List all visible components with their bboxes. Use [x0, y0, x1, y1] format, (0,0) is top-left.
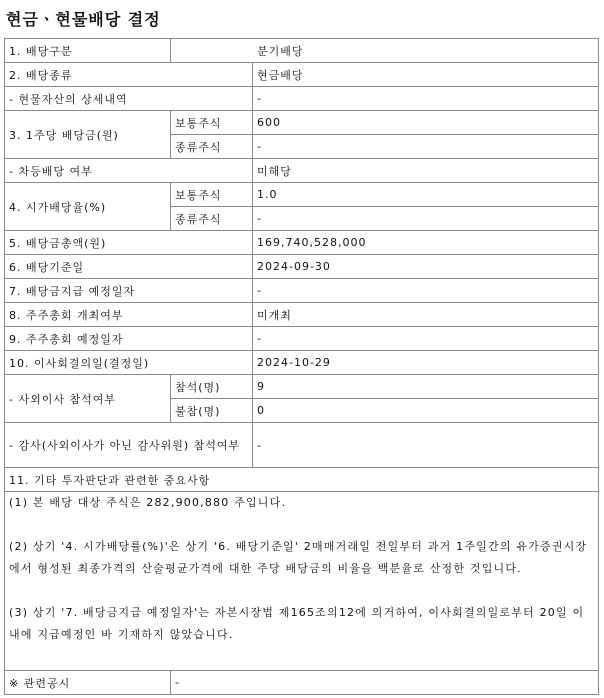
dividend-table: [4, 38, 599, 695]
row-value: -: [253, 135, 599, 159]
row-value: 2024-10-29: [253, 351, 599, 375]
row-label: 2. 배당종류: [5, 63, 253, 87]
related-disclosure-value: -: [171, 671, 599, 695]
sub-label: 종류주식: [171, 207, 253, 231]
table-row: [5, 111, 599, 135]
page-title: 현금ㆍ현물배당 결정: [6, 10, 161, 29]
row-value: 9: [253, 375, 599, 399]
row-label: 9. 주주총회 예정일자: [5, 327, 253, 351]
row-label: 6. 배당기준일: [5, 255, 253, 279]
table-row: [5, 159, 599, 183]
table-row: [5, 671, 599, 695]
row-label: - 현물자산의 상세내역: [5, 87, 253, 111]
row-value: -: [253, 87, 599, 111]
row-label: 8. 주주총회 개최여부: [5, 303, 253, 327]
table-row: [5, 231, 599, 255]
table-row: [5, 39, 599, 63]
row-value: -: [253, 327, 599, 351]
table-row: [5, 351, 599, 375]
table-row: [5, 303, 599, 327]
table-row: [5, 87, 599, 111]
table-row: [5, 327, 599, 351]
sub-label: 참석(명): [171, 375, 253, 399]
row-label: 5. 배당금총액(원): [5, 231, 253, 255]
row-label: - 감사(사외이사가 아닌 감사위원) 참석여부: [5, 423, 253, 468]
note-1: (1) 본 배당 대상 주식은 282,900,880 주입니다.: [9, 496, 287, 509]
row-label: - 사외이사 참석여부: [5, 375, 171, 423]
row-value: 0: [253, 399, 599, 423]
table-row: [5, 183, 599, 207]
row-value: 2024-09-30: [253, 255, 599, 279]
table-row: [5, 423, 599, 468]
row-value: -: [253, 279, 599, 303]
row-value: 미해당: [253, 159, 599, 183]
row-label: 4. 시가배당율(%): [5, 183, 171, 231]
table-row: [5, 279, 599, 303]
table-row: [5, 375, 599, 399]
row-label: 10. 이사회결의일(결정일): [5, 351, 253, 375]
row-value: 600: [253, 111, 599, 135]
table-row: [5, 468, 599, 492]
note-2: (2) 상기 '4. 시가배당률(%)'은 상기 '6. 배당기준일' 2매매거래일 전일부터 과거 1주일간의 유가증권시장에서 형성된 최종가격의 산술평균가격에 대한 주당 배당금의 비율을 백분율로 산정한 것입니다.: [9, 540, 588, 575]
row-label: 11. 기타 투자판단과 관련한 중요사항: [5, 468, 599, 492]
table-row: [5, 492, 599, 671]
row-value: 분기배당: [171, 39, 599, 63]
notes-cell: [5, 492, 599, 671]
row-value: 현금배당: [253, 63, 599, 87]
row-value: -: [253, 423, 599, 468]
row-value: 169,740,528,000: [253, 231, 599, 255]
row-value: 미개최: [253, 303, 599, 327]
row-value: 1.0: [253, 183, 599, 207]
table-row: [5, 63, 599, 87]
row-value: -: [253, 207, 599, 231]
row-label: 1. 배당구분: [5, 39, 171, 63]
row-label: - 차등배당 여부: [5, 159, 253, 183]
sub-label: 보통주식: [171, 111, 253, 135]
related-disclosure-label: ※ 관련공시: [5, 671, 171, 695]
sub-label: 불참(명): [171, 399, 253, 423]
sub-label: 종류주식: [171, 135, 253, 159]
table-row: [5, 255, 599, 279]
note-3: (3) 상기 '7. 배당금지급 예정일자'는 자본시장법 제165조의12에 의거하여, 이사회결의일로부터 20일 이내에 지급예정인 바 기재하지 않았습니다.: [9, 606, 585, 641]
sub-label: 보통주식: [171, 183, 253, 207]
row-label: 3. 1주당 배당금(원): [5, 111, 171, 159]
row-label: 7. 배당금지급 예정일자: [5, 279, 253, 303]
